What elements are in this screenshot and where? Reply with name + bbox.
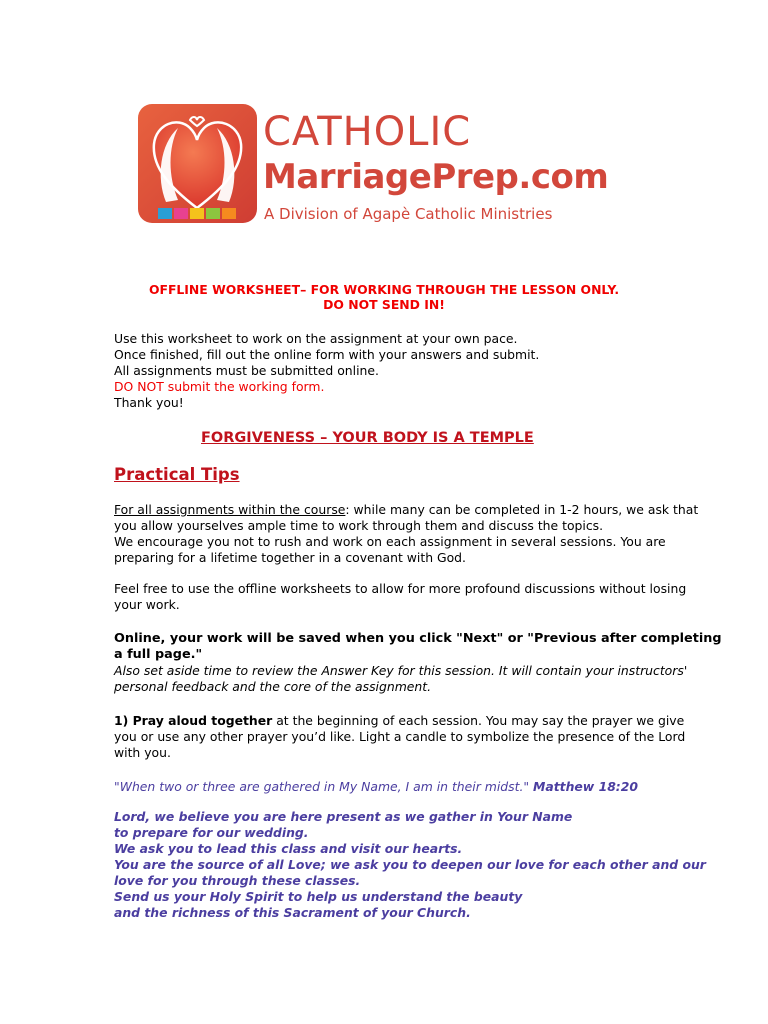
prayer-line-4: You are the source of all Love; we ask you to deepen our love for each other and our [114,857,706,872]
prayer-line-5: love for you through these classes. [114,873,361,888]
quote-reference: Matthew 18:20 [533,779,639,794]
notice-line-2: DO NOT SEND IN! [323,297,445,312]
tips-line-1-rest: : while many can be completed in 1-2 hours, we ask that [345,502,699,517]
intro-line-2: Once finished, fill out the online form with your answers and submit. [114,347,540,362]
tips-p2-line-2: your work. [114,597,180,612]
tips-underlined-phrase: For all assignments within the course [114,502,346,517]
step1-line-1 [114,713,684,729]
tips-line-3: We encourage you not to rush and work on each assignment in several sessions. You are [114,534,666,549]
notice-line-1: OFFLINE WORKSHEET– FOR WORKING THROUGH THE LESSON ONLY. [148,282,620,297]
tips-p3-line-2: a full page." [114,647,203,662]
step1-line-3: with you. [114,745,171,760]
prayer-line-2: to prepare for our wedding. [114,825,309,840]
prayer-line-1: Lord, we believe you are here present as we gather in Your Name [114,809,573,824]
logo-prep: Prep.com [431,157,609,197]
tips-line-4: preparing for a lifetime together in a covenant with God. [114,550,466,565]
logo-tagline: A Division of Agapè Catholic Ministries [264,205,553,223]
step1-line-1-rest: at the beginning of each session. You may say the prayer we give [272,713,685,728]
heart-logo-icon [138,104,257,223]
logo-marriage: Marriage [263,157,432,197]
tips-p3-line-4: personal feedback and the core of the assignment. [114,679,432,694]
section-heading: Practical Tips [114,465,240,484]
tips-line-2: you allow yourselves ample time to work through them and discuss the topics. [114,518,604,533]
intro-warning: DO NOT submit the working form. [114,379,325,394]
step1-line-2: you or use any other prayer you’d like. Light a candle to symbolize the presence of the Lord [114,729,686,744]
prayer-line-7: and the richness of this Sacrament of your Church. [114,905,471,920]
quote-text: "When two or three are gathered in My Name, I am in their midst." [114,779,530,794]
tips-p3-line-1: Online, your work will be saved when you click "Next" or "Previous after completing [114,631,722,646]
intro-thanks: Thank you! [114,395,184,410]
tips-p2-line-1: Feel free to use the offline worksheets to allow for more profound discussions without losing [114,581,687,596]
logo [138,104,638,230]
tips-line-1 [114,502,698,518]
scripture-quote [114,779,638,795]
intro-line-1: Use this worksheet to work on the assignment at your own pace. [114,331,518,346]
logo-site-name [263,156,608,198]
prayer-line-6: Send us your Holy Spirit to help us understand the beauty [114,889,523,904]
logo-catholic: CATHOLIC [263,109,472,155]
prayer-line-3: We ask you to lead this class and visit our hearts. [114,841,463,856]
tips-p3-line-3: Also set aside time to review the Answer Key for this session. It will contain your instructors' [114,663,688,678]
intro-line-3: All assignments must be submitted online. [114,363,379,378]
lesson-title: FORGIVENESS – YOUR BODY IS A TEMPLE [201,430,534,446]
step1-label: 1) Pray aloud together [114,713,273,728]
